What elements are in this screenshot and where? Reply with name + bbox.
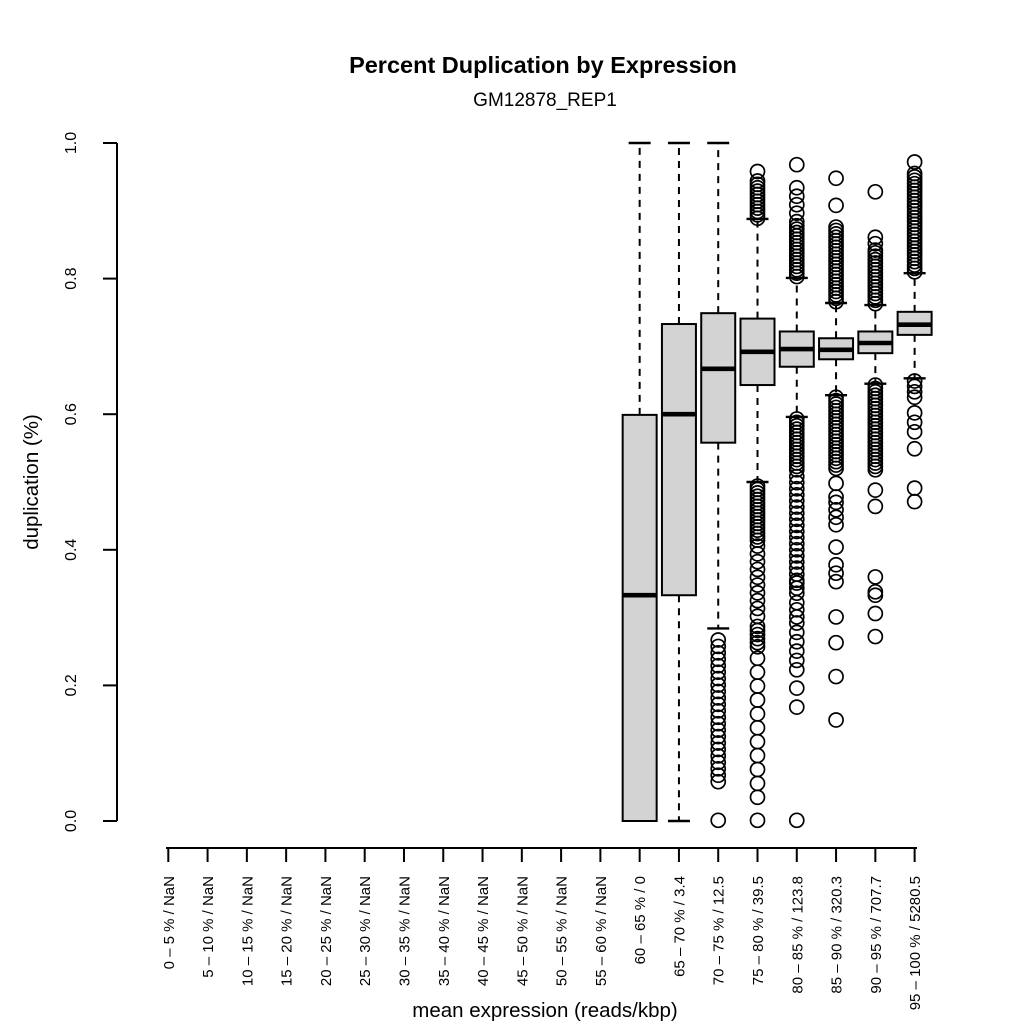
outlier-point: [790, 681, 804, 695]
outlier-point: [751, 721, 765, 735]
chart-subtitle: GM12878_REP1: [473, 90, 617, 111]
x-tick-label: 75 – 80 % / 39.5: [750, 876, 767, 986]
outlier-point: [751, 164, 765, 178]
x-tick-label: 20 – 25 % / NaN: [317, 876, 335, 987]
outlier-point: [829, 713, 843, 727]
outlier-point: [868, 570, 882, 584]
outlier-point: [751, 790, 765, 804]
outlier-point: [790, 813, 804, 827]
outlier-point: [868, 630, 882, 644]
outlier-point: [790, 198, 804, 212]
outlier-point: [790, 158, 804, 172]
outlier-point: [829, 171, 843, 185]
y-tick-label: 0.0: [63, 809, 81, 833]
outlier-point: [751, 665, 765, 679]
outlier-point: [829, 670, 843, 684]
x-tick-label: 80 – 85 % / 123.8: [789, 876, 807, 994]
outlier-point: [868, 185, 882, 199]
outlier-point: [751, 735, 765, 749]
x-tick-label: 5 – 10 % / NaN: [200, 876, 218, 978]
outlier-point: [751, 813, 765, 827]
x-tick-label: 50 – 55 % / NaN: [553, 876, 571, 987]
outlier-point: [829, 575, 843, 589]
box-rect: [701, 313, 735, 442]
x-tick-label: 45 – 50 % / NaN: [514, 876, 532, 987]
outlier-point: [829, 636, 843, 650]
plot-area: [63, 132, 931, 1011]
x-tick-label: 25 – 30 % / NaN: [357, 876, 375, 987]
box-rect: [623, 415, 657, 821]
x-tick-label: 10 – 15 % / NaN: [239, 876, 257, 987]
outlier-point: [790, 189, 804, 203]
y-tick-label: 1.0: [63, 131, 81, 155]
x-tick-label: 0 – 5 % / NaN: [160, 876, 178, 970]
outlier-point: [711, 813, 725, 827]
outlier-point: [751, 679, 765, 693]
y-tick-label: 0.8: [63, 267, 81, 290]
outlier-point: [829, 476, 843, 490]
box-rect: [662, 324, 696, 595]
outlier-point: [751, 707, 765, 721]
outlier-point: [751, 762, 765, 776]
outlier-point: [908, 442, 922, 456]
chart-title: Percent Duplication by Expression: [349, 52, 737, 78]
outlier-point: [790, 181, 804, 195]
outlier-point: [908, 481, 922, 495]
outlier-point: [751, 749, 765, 763]
y-tick-label: 0.6: [63, 403, 81, 426]
x-tick-label: 15 – 20 % / NaN: [278, 876, 296, 987]
x-tick-label: 30 – 35 % / NaN: [396, 876, 414, 987]
x-axis-title: mean expression (reads/kbp): [412, 999, 678, 1022]
x-tick-label: 70 – 75 % / 12.5: [710, 876, 728, 986]
x-tick-label: 55 – 60 % / NaN: [592, 876, 610, 987]
x-tick-label: 90 – 95 % / 707.7: [867, 876, 885, 994]
y-tick-label: 0.4: [63, 538, 81, 561]
outlier-point: [751, 776, 765, 790]
x-tick-label: 60 – 65 % / 0: [632, 876, 650, 965]
x-tick-label: 40 – 45 % / NaN: [475, 876, 493, 987]
x-tick-label: 95 – 100 % / 5280.5: [907, 876, 925, 1011]
outlier-point: [868, 588, 882, 602]
x-tick-label: 85 – 90 % / 320.3: [828, 876, 846, 994]
outlier-point: [908, 406, 922, 420]
outlier-point: [868, 499, 882, 513]
outlier-point: [751, 693, 765, 707]
outlier-point: [868, 483, 882, 497]
outlier-point: [790, 700, 804, 714]
x-tick-label: 35 – 40 % / NaN: [435, 876, 453, 987]
outlier-point: [829, 558, 843, 572]
outlier-point: [829, 540, 843, 554]
outlier-point: [908, 495, 922, 509]
outlier-point: [868, 607, 882, 621]
outlier-point: [829, 566, 843, 580]
outlier-point: [868, 585, 882, 599]
outlier-point: [829, 610, 843, 624]
outlier-point: [829, 198, 843, 212]
y-axis-title: duplication (%): [20, 414, 43, 550]
y-tick-label: 0.2: [63, 674, 81, 697]
x-tick-label: 65 – 70 % / 3.4: [671, 876, 689, 977]
